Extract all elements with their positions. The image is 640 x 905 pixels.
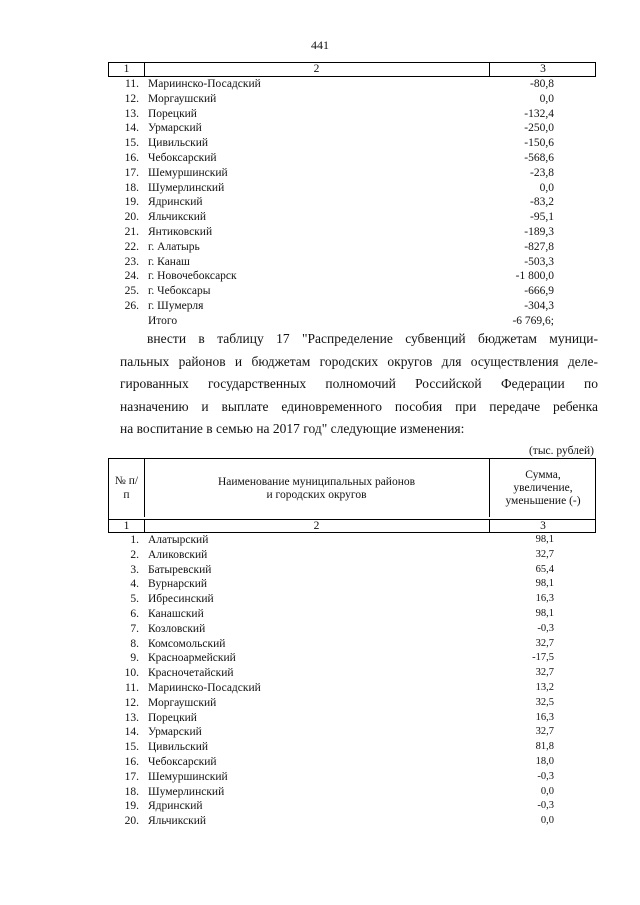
- district-name: г. Новочебоксарск: [148, 270, 237, 283]
- table-row: [108, 225, 596, 240]
- district-name: Порецкий: [148, 107, 197, 120]
- table-row: [108, 651, 596, 666]
- row-number: 22.: [124, 240, 139, 253]
- amount-value: 0,0: [540, 785, 554, 797]
- header-number-label: № п/п: [114, 475, 139, 501]
- row-number: 14.: [124, 122, 139, 135]
- amount-value: 0,0: [540, 815, 554, 827]
- header-name-line2: и городских округов: [266, 489, 367, 501]
- table-row: [108, 637, 596, 652]
- amount-value: 65,4: [535, 563, 554, 575]
- col-number-2: 2: [313, 63, 320, 75]
- amount-value: -6 769,6;: [512, 314, 554, 327]
- table-row: [108, 563, 596, 578]
- table-row: [108, 255, 596, 270]
- district-name: Мариинско-Посадский: [148, 78, 261, 90]
- row-number: 20.: [124, 815, 139, 828]
- row-number: 4.: [130, 578, 139, 591]
- row-number: 23.: [124, 255, 139, 268]
- row-number: 9.: [130, 652, 139, 665]
- amount-value: -1 800,0: [515, 270, 554, 283]
- table2-column-numbers: [108, 519, 596, 533]
- row-number: 6.: [130, 607, 139, 620]
- row-number: 16.: [124, 151, 139, 164]
- table-row: [108, 533, 596, 548]
- row-number: 14.: [124, 726, 139, 739]
- header-sum: [489, 459, 596, 517]
- amount-value: 0,0: [539, 181, 554, 194]
- table-row: [108, 725, 596, 740]
- row-number: 17.: [124, 166, 139, 179]
- amount-value: -568,6: [524, 151, 554, 164]
- row-number: 16.: [124, 755, 139, 768]
- district-name: г. Канаш: [148, 255, 190, 268]
- district-name: Цивильский: [148, 137, 209, 150]
- amount-value: -95,1: [530, 211, 554, 224]
- table-row: [108, 92, 596, 107]
- district-name: Ядринский: [148, 800, 203, 813]
- amount-value: 16,3: [535, 711, 554, 723]
- table1-column-numbers: [108, 62, 596, 77]
- header-sum-line3: уменьшение (-): [505, 494, 581, 507]
- district-name: Аликовский: [148, 548, 208, 561]
- header-sum-line2: увеличение,: [513, 481, 573, 494]
- district-name: Батыревский: [148, 563, 212, 576]
- row-number: 12.: [124, 696, 139, 709]
- table-row: [108, 548, 596, 563]
- table-row: [108, 121, 596, 136]
- table-row: [108, 681, 596, 696]
- amount-value: -0,3: [537, 770, 554, 782]
- header-name: [144, 459, 489, 519]
- row-number: 2.: [130, 548, 139, 561]
- amount-value: 32,5: [535, 696, 554, 708]
- table2-body: [108, 533, 596, 829]
- row-number: 20.: [124, 211, 139, 224]
- district-name: Чебоксарский: [148, 151, 217, 164]
- row-number: 17.: [124, 770, 139, 783]
- paragraph-line: на воспитание в семью на 2017 год" следующие изменения:: [120, 421, 465, 436]
- page-number: 441: [311, 38, 329, 52]
- district-name: Шемуршинский: [148, 166, 228, 179]
- district-name: Красноармейский: [148, 652, 236, 665]
- district-name: Моргаушский: [148, 92, 217, 105]
- district-name: Вурнарский: [148, 578, 208, 591]
- amount-value: 32,7: [535, 637, 554, 649]
- paragraph-line: гированных государственных полномочий Российской Федерации по: [120, 376, 598, 391]
- district-name: Красночетайский: [148, 667, 234, 680]
- district-name: Урмарский: [148, 122, 202, 135]
- table-row: [108, 77, 596, 92]
- table2-header: [108, 458, 596, 520]
- amount-value: -666,9: [524, 285, 554, 298]
- table-row: [108, 195, 596, 210]
- table-row: [108, 785, 596, 800]
- amount-value: -250,0: [524, 122, 554, 135]
- col-number-2: 2: [313, 520, 320, 532]
- table-row: [108, 592, 596, 607]
- row-number: 26.: [124, 299, 139, 312]
- row-number: 19.: [124, 196, 139, 209]
- table-row: [108, 314, 596, 329]
- district-name: г. Шумерля: [148, 299, 204, 312]
- col-number-1: 1: [109, 520, 145, 532]
- district-name: Ядринский: [148, 196, 203, 209]
- amendment-paragraph: [120, 328, 598, 441]
- paragraph-line: внести в таблицу 17 "Распределение субвенций бюджетам муници-: [147, 331, 598, 346]
- amount-value: -150,6: [524, 137, 554, 150]
- district-name: Урмарский: [148, 726, 202, 739]
- col-number-3: 3: [489, 63, 596, 76]
- table-row: [108, 711, 596, 726]
- table-row: [108, 240, 596, 255]
- row-number: 8.: [130, 637, 139, 650]
- district-name: Комсомольский: [148, 637, 226, 650]
- table-row: [108, 740, 596, 755]
- col-number-1: 1: [109, 63, 145, 76]
- district-name: Цивильский: [148, 741, 209, 754]
- amount-value: -0,3: [537, 622, 554, 634]
- row-number: 18.: [124, 785, 139, 798]
- amount-value: -304,3: [524, 299, 554, 312]
- district-name: Мариинско-Посадский: [148, 681, 261, 694]
- row-number: 12.: [124, 92, 139, 105]
- table-row: [108, 577, 596, 592]
- district-name: г. Чебоксары: [148, 285, 211, 298]
- row-number: 11.: [125, 681, 139, 694]
- district-name: Порецкий: [148, 711, 197, 724]
- table-row: [108, 814, 596, 829]
- district-name: Итого: [148, 314, 178, 327]
- district-name: Яльчикский: [148, 211, 207, 224]
- row-number: 5.: [130, 593, 139, 606]
- district-name: Алатырский: [148, 534, 209, 546]
- units-note: (тыс. рублей): [528, 445, 594, 457]
- district-name: Моргаушский: [148, 696, 217, 709]
- row-number: 3.: [130, 563, 139, 576]
- district-name: Янтиковский: [148, 225, 213, 238]
- table-row: [108, 622, 596, 637]
- table-row: [108, 666, 596, 681]
- row-number: 1.: [130, 534, 139, 546]
- row-number: 10.: [124, 667, 139, 680]
- district-name: Шумерлинский: [148, 181, 225, 194]
- col-number-3: 3: [489, 520, 596, 532]
- district-name: Чебоксарский: [148, 755, 217, 768]
- table-row: [108, 755, 596, 770]
- header-number: [109, 459, 145, 517]
- row-number: 25.: [124, 285, 139, 298]
- row-number: 7.: [130, 622, 139, 635]
- amount-value: -23,8: [530, 166, 554, 179]
- table-row: [108, 299, 596, 314]
- amount-value: -189,3: [524, 225, 554, 238]
- amount-value: 13,2: [535, 681, 554, 693]
- district-name: Яльчикский: [148, 815, 207, 828]
- amount-value: 0,0: [539, 92, 554, 105]
- district-name: Шемуршинский: [148, 770, 228, 783]
- amount-value: 18,0: [535, 755, 554, 767]
- table-row: [108, 136, 596, 151]
- table-row: [108, 799, 596, 814]
- row-number: 18.: [124, 181, 139, 194]
- table-row: [108, 166, 596, 181]
- row-number: 24.: [124, 270, 139, 283]
- table-row: [108, 284, 596, 299]
- amount-value: -80,8: [530, 78, 554, 90]
- table1-body: [108, 77, 596, 329]
- district-name: Ибресинский: [148, 593, 214, 606]
- row-number: 19.: [124, 800, 139, 813]
- table-row: [108, 269, 596, 284]
- paragraph-line: назначению и выплате единовременного пособия при передаче ребенка: [120, 398, 598, 414]
- row-number: 15.: [124, 137, 139, 150]
- row-number: 13.: [124, 107, 139, 120]
- paragraph-line: пальных районов и бюджетам городских округов для осуществления деле-: [120, 353, 598, 369]
- table-row: [108, 181, 596, 196]
- header-sum-line1: Сумма,: [525, 468, 561, 481]
- row-number: 11.: [125, 78, 139, 90]
- table-row: [108, 107, 596, 122]
- amount-value: 98,1: [535, 578, 554, 590]
- amount-value: 32,7: [535, 548, 554, 560]
- table-row: [108, 607, 596, 622]
- row-number: 13.: [124, 711, 139, 724]
- amount-value: -0,3: [537, 800, 554, 812]
- amount-value: -827,8: [524, 240, 554, 253]
- amount-value: 81,8: [535, 741, 554, 753]
- amount-value: -132,4: [524, 107, 554, 120]
- amount-value: -17,5: [532, 652, 554, 664]
- amount-value: 98,1: [535, 534, 554, 545]
- district-name: Шумерлинский: [148, 785, 225, 798]
- header-name-line1: Наименование муниципальных районов: [217, 476, 416, 488]
- table-row: [108, 151, 596, 166]
- amount-value: -503,3: [524, 255, 554, 268]
- amount-value: 16,3: [535, 593, 554, 605]
- amount-value: 32,7: [535, 726, 554, 738]
- amount-value: -83,2: [530, 196, 554, 209]
- row-number: 21.: [124, 225, 139, 238]
- row-number: 15.: [124, 741, 139, 754]
- district-name: г. Алатырь: [148, 240, 200, 253]
- table-row: [108, 770, 596, 785]
- amount-value: 32,7: [535, 667, 554, 679]
- table-row: [108, 696, 596, 711]
- district-name: Канашский: [148, 607, 204, 620]
- amount-value: 98,1: [535, 607, 554, 619]
- district-name: Козловский: [148, 622, 206, 635]
- table-row: [108, 210, 596, 225]
